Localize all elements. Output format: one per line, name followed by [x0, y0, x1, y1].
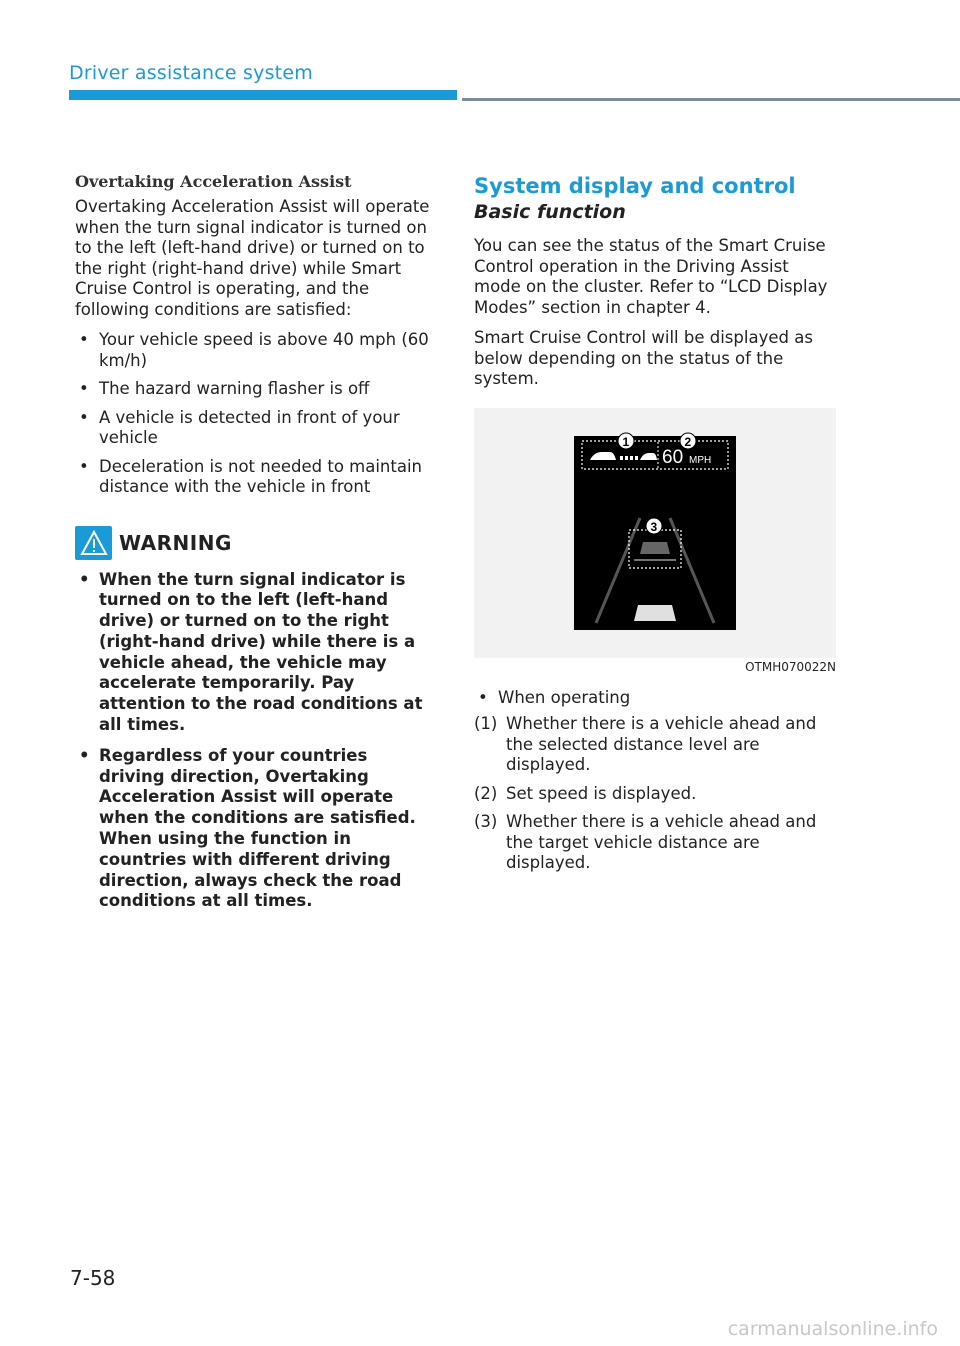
right-column — [474, 172, 836, 882]
list-item: • The hazard warning flasher is off — [75, 379, 435, 400]
warning-item: • Regardless of your countries driving direction, Overtaking Acceleration Assist will operate when the conditions are satisfied. When using the function in countries with different driving direction, always check the road conditions at all times. — [75, 746, 435, 912]
header-rule-gray — [462, 98, 960, 101]
callout-1 — [618, 433, 634, 449]
cluster-figure — [474, 408, 836, 658]
list-item: • A vehicle is detected in front of your vehicle — [75, 408, 435, 449]
cluster-illustration — [474, 408, 836, 658]
page-number: 7-58 — [70, 1266, 116, 1290]
callout-3 — [646, 518, 662, 534]
warning-item: • When the turn signal indicator is turned on to the left (left-hand drive) or turned on to the right (right-hand drive) while there is a vehicle ahead, the vehicle may accelerate temporarily. Pay attention to the road conditions at all times. — [75, 570, 435, 736]
warning-title: WARNING — [119, 530, 232, 555]
list-item: • Your vehicle speed is above 40 mph (60 km/h) — [75, 330, 435, 371]
conditions-list — [75, 330, 435, 498]
svg-text:3: 3 — [650, 519, 658, 534]
display-items-list — [474, 714, 836, 874]
own-vehicle-icon — [634, 605, 676, 621]
paragraph-display: Smart Cruise Control will be displayed as below depending on the status of the system. — [474, 328, 813, 388]
section-subtitle: Basic function — [474, 201, 626, 223]
list-item: (1) Whether there is a vehicle ahead and the selected distance level are displayed. — [474, 714, 817, 774]
speed-unit: MPH — [689, 454, 712, 466]
figure-code: OTMH070022N — [745, 659, 836, 674]
svg-text:1: 1 — [622, 434, 630, 449]
section-title: System display and control — [474, 174, 796, 198]
operating-list — [474, 688, 836, 709]
paragraph-status: You can see the status of the Smart Cruise Control operation in the Driving Assist mode on the cluster. Refer to “LCD Display Modes” section in chapter 4. — [474, 236, 828, 317]
warning-header — [75, 526, 435, 560]
list-item: • Deceleration is not needed to maintain distance with the vehicle in front — [75, 457, 435, 498]
list-item: (3) Whether there is a vehicle ahead and the target vehicle distance are displayed. — [474, 812, 817, 872]
callout-2 — [680, 433, 696, 449]
set-speed-value: 60 — [662, 446, 684, 468]
header-rule-blue — [69, 90, 457, 100]
list-item: (2) Set speed is displayed. — [474, 783, 697, 803]
overtaking-intro: Overtaking Acceleration Assist will operate when the turn signal indicator is turned on to the left (left-hand drive) or turned on to the right (right-hand drive) while Smart Cruise Control is operating, and the following conditions are satisfied: — [75, 197, 430, 319]
page-header-title: Driver assistance system — [69, 62, 313, 84]
warning-icon — [75, 526, 112, 560]
warning-list — [75, 570, 435, 913]
watermark: carmanualsonline.info — [727, 1318, 938, 1340]
svg-text:2: 2 — [684, 434, 692, 449]
overtaking-heading: Overtaking Acceleration Assist — [75, 172, 352, 191]
left-column — [75, 172, 435, 922]
target-vehicle-icon — [640, 542, 670, 554]
operating-label: • When operating — [474, 688, 836, 709]
